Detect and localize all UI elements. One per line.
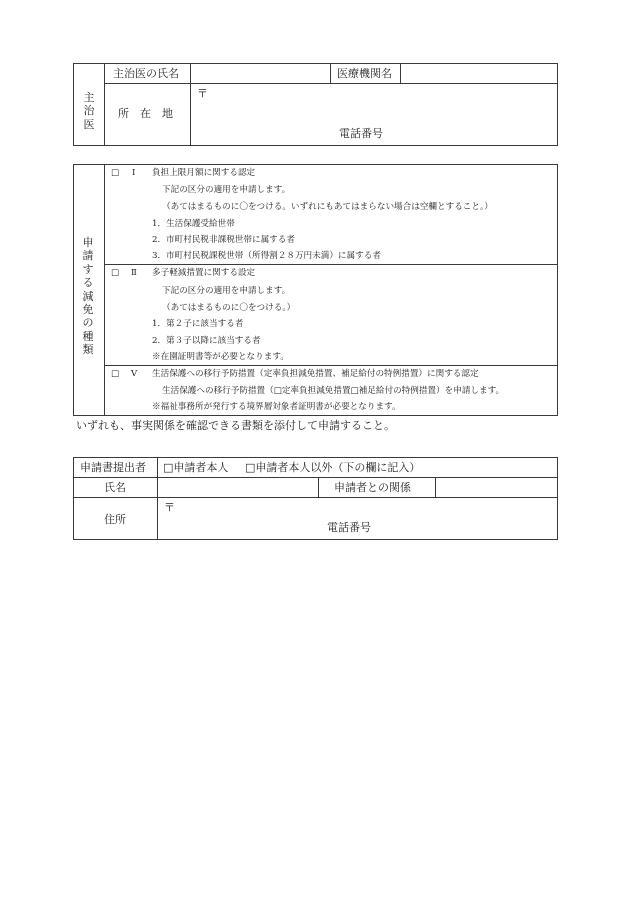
section-1-line: （あてはまるものに〇をつける。いずれにもあてはまらない場合は空欄とすること。）	[162, 202, 493, 212]
applicant-name-label: 氏名	[104, 481, 126, 494]
section-2-option[interactable]: 1．第２子に該当する者	[152, 319, 244, 329]
section-2-numeral: Ⅱ	[131, 268, 137, 278]
submitter-label: 申請書提出者	[80, 461, 146, 474]
applicant-phone-label: 電話番号	[327, 521, 371, 534]
section-5-numeral: Ⅴ	[131, 369, 138, 379]
reduction-side-label: 申 請 す る 減 免 の 種 類	[82, 236, 94, 357]
institution-label: 医療機関名	[337, 67, 392, 80]
applicant-name-field[interactable]	[159, 480, 316, 496]
section-2-line: （あてはまるものに〇をつける。）	[162, 303, 296, 313]
section-2-option[interactable]: 2．第３子以降に該当する者	[152, 336, 261, 346]
section-1-option[interactable]: 2．市町村民税非課税世帯に属する者	[152, 235, 295, 245]
section-1-checkbox[interactable]: □	[111, 168, 120, 178]
section-1-line: 下記の区分の適用を申請します。	[162, 185, 291, 195]
submitter-other-option[interactable]: □申請者本人以外（下の欄に記入）	[245, 461, 421, 474]
doctor-name-field[interactable]	[192, 66, 328, 82]
relation-label: 申請者との関係	[334, 481, 411, 494]
submitter-self-option[interactable]: □申請者本人	[163, 461, 229, 474]
doctor-address-label: 所 在 地	[118, 107, 173, 120]
section-2-note: ※在園証明書等が必要となります。	[152, 352, 289, 362]
institution-field[interactable]	[402, 66, 556, 82]
section-1-title: 負担上限月額に関する認定	[152, 168, 256, 178]
relation-field[interactable]	[437, 480, 555, 496]
doctor-name-label: 主治医の氏名	[113, 67, 179, 80]
section-1-option[interactable]: 3．市町村民税課税世帯（所得割２８万円未満）に属する者	[152, 251, 381, 261]
doctor-side-label: 主 治 医	[83, 91, 95, 131]
section-1-numeral: Ⅰ	[132, 168, 136, 178]
section-2-line: 下記の区分の適用を申請します。	[162, 286, 291, 296]
section-5-title: 生活保護への移行予防措置（定率負担減免措置、補足給付の特例措置）に関する認定	[152, 369, 479, 379]
section-1-option[interactable]: 1．生活保護受給世帯	[152, 219, 235, 229]
applicant-address-field[interactable]	[172, 500, 555, 520]
doctor-address-field[interactable]	[205, 86, 555, 126]
postal-mark: 〒	[197, 87, 208, 100]
section-5-line: 生活保護への移行予防措置（□定率負担減免措置□補足給付の特例措置）を申請します。	[162, 386, 505, 396]
doctor-phone-label: 電話番号	[339, 127, 383, 140]
section-5-note: ※福祉事務所が発行する境界層対象者証明書が必要となります。	[152, 402, 401, 412]
section-5-checkbox[interactable]: □	[111, 369, 120, 379]
attachment-note: いずれも、事実関係を確認できる書類を添付して申請すること。	[76, 419, 395, 432]
section-2-title: 多子軽減措置に関する設定	[152, 268, 256, 278]
applicant-postal-mark: 〒	[164, 501, 175, 514]
applicant-address-label: 住所	[104, 513, 126, 526]
section-2-checkbox[interactable]: □	[111, 268, 120, 278]
